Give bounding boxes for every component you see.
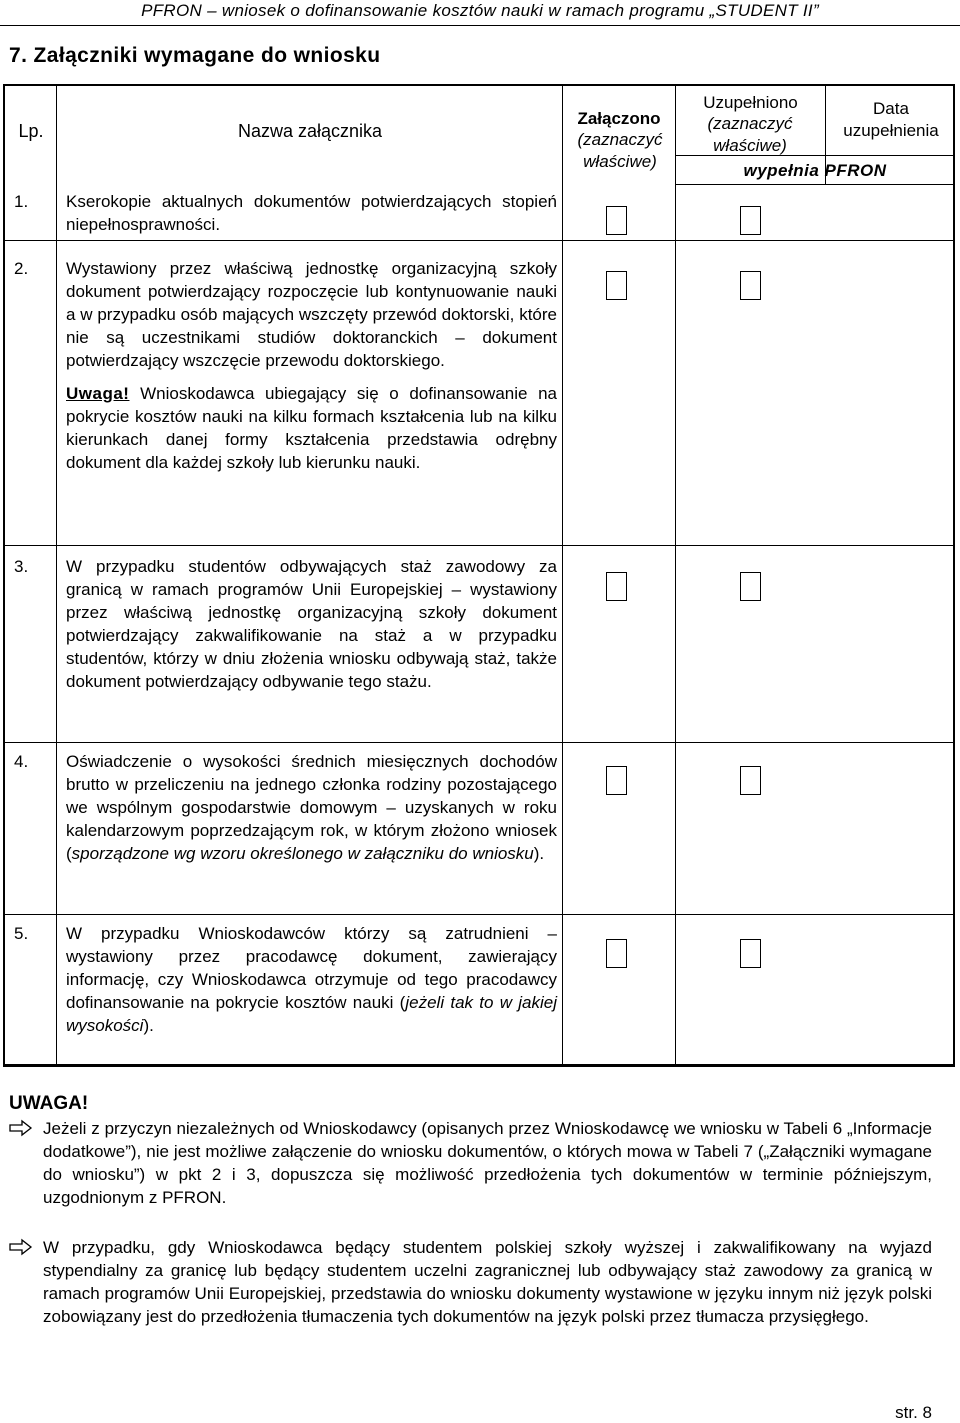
header-attached-note: (zaznaczyć właściwe) bbox=[577, 130, 663, 171]
pfron-note: wypełnia PFRON bbox=[743, 161, 887, 180]
row-3-text: W przypadku studentów odbywających staż zawodowy za granicą w ramach programów Unii Europejskiej – wystawiony przez właściwą jednostkę organizacyjną szkoły dokument potwierdzający zakwalifikowanie na staż a w przypadku studentów, którzy w dniu złożenia wniosku odbywają staż, także dokument potwierdzający odbywanie tego stażu. bbox=[66, 557, 557, 691]
row-divider-3 bbox=[3, 742, 955, 743]
row-3-lp: 3. bbox=[14, 557, 29, 576]
row-2-attached-checkbox[interactable] bbox=[606, 271, 627, 300]
row-divider-2 bbox=[3, 545, 955, 546]
header-lp: Lp. bbox=[18, 121, 44, 141]
row-4-text: Oświadczenie o wysokości średnich miesięcznych dochodów brutto w przeliczeniu na jednego członka rodziny pozostającego we wspólnym gospodarstwie domowym – uzyskanych w roku kalendarzowym poprzedzającym rok, w którym złożono wniosek ( bbox=[66, 752, 557, 863]
header-rule bbox=[0, 25, 960, 26]
row-2-note-label: Uwaga! bbox=[66, 384, 130, 403]
header-date: Data uzupełnienia bbox=[843, 99, 939, 140]
row-4-text-italic: sporządzone wg wzoru określonego w załączniku do wniosku bbox=[71, 844, 534, 863]
row-5-supplemented-checkbox[interactable] bbox=[740, 939, 761, 968]
header-supplemented-note: (zaznaczyć właściwe) bbox=[707, 114, 793, 155]
header-supplemented: Uzupełniono bbox=[703, 93, 798, 112]
row-2-supplemented-checkbox[interactable] bbox=[740, 271, 761, 300]
row-1-text: Kserokopie aktualnych dokumentów potwierdzających stopień niepełnosprawności. bbox=[66, 192, 557, 234]
row-1-attached-checkbox[interactable] bbox=[606, 206, 627, 235]
row-5-lp: 5. bbox=[14, 924, 29, 943]
row-5-text: W przypadku Wnioskodawców którzy są zatrudnieni – wystawiony przez pracodawcę dokument, zawierający informację, czy Wnioskodawca otrzymuje od tego pracodawcy dofinansowanie na pokrycie kosztów nauki ( bbox=[66, 924, 557, 1012]
row-2-text: Wystawiony przez właściwą jednostkę organizacyjną szkoły dokument potwierdzający rozpoczęcie lub kontynuowanie nauki a w przypadku osób mających wszczęty przewód doktorski, które nie są uczestnikami studiów doktoranckich – dokument potwierdzający wszczęcie przewodu doktorskiego. bbox=[66, 259, 557, 370]
row-2-text-block bbox=[66, 257, 557, 474]
uwaga-note-1-text: Jeżeli z przyczyn niezależnych od Wnioskodawcy (opisanych przez Wnioskodawcę we wniosku w Tabeli 6 „Informacje dodatkowe”), nie jest możliwe załączenie do wniosku dokumentów, o których mowa w Tabeli 7 („Załączniki wymagane do wniosku”) w pkt 2 i 3, dopuszcza się możliwość przedłożenia tych dokumentów w terminie późniejszym, uzgodnionym z PFRON. bbox=[43, 1119, 932, 1207]
row-2-note bbox=[66, 382, 557, 474]
row-2-note-text: Wnioskodawca ubiegający się o dofinansowanie na pokrycie kosztów nauki na kilku formach kształcenia lub na kilku kierunkach danej formy kształcenia przedstawia odrębny dokument dla każdej szkoły lub kierunku nauki. bbox=[66, 384, 557, 472]
row-4-lp: 4. bbox=[14, 752, 29, 771]
page-number: str. 8 bbox=[895, 1403, 932, 1422]
row-1-supplemented-checkbox[interactable] bbox=[740, 206, 761, 235]
arrow-right-icon bbox=[9, 1119, 33, 1137]
col-divider-name bbox=[562, 84, 563, 1067]
header-attached: Załączono bbox=[577, 109, 661, 128]
pfron-bottom-divider bbox=[675, 184, 955, 185]
section-title: 7. Załączniki wymagane do wniosku bbox=[9, 44, 381, 67]
row-4-attached-checkbox[interactable] bbox=[606, 766, 627, 795]
row-divider-4 bbox=[3, 914, 955, 915]
row-5-text-end: ). bbox=[143, 1016, 154, 1035]
row-4-supplemented-checkbox[interactable] bbox=[740, 766, 761, 795]
row-2-lp: 2. bbox=[14, 259, 29, 278]
uwaga-title: UWAGA! bbox=[9, 1093, 89, 1114]
col-divider-lp bbox=[56, 84, 57, 1067]
row-4-text-end: ). bbox=[533, 844, 545, 863]
row-3-attached-checkbox[interactable] bbox=[606, 572, 627, 601]
uwaga-note-2 bbox=[9, 1236, 932, 1328]
row-1-lp: 1. bbox=[14, 192, 29, 211]
row-5-attached-checkbox[interactable] bbox=[606, 939, 627, 968]
row-divider-1 bbox=[3, 240, 955, 241]
col-divider-attached bbox=[675, 84, 676, 1067]
header-name: Nazwa załącznika bbox=[237, 121, 383, 141]
uwaga-note-2-text: W przypadku, gdy Wnioskodawca będący studentem polskiej szkoły wyższej i zakwalifikowany na wyjazd stypendialny za granicę lub będący studentem uczelni zagranicznej lub odbywający staż zawodowy za granicą w ramach programów Unii Europejskiej, przedstawia do wniosku dokumenty wystawione w języku innym niż język polski zobowiązany jest do przedłożenia tłumaczenia tych dokumentów na język polski przez tłumacza przysięgłego. bbox=[43, 1238, 932, 1326]
uwaga-note-1 bbox=[9, 1117, 932, 1209]
running-header: PFRON – wniosek o dofinansowanie kosztów nauki w ramach programu „STUDENT II” bbox=[141, 1, 819, 20]
row-4-text-block bbox=[66, 750, 557, 865]
row-5-text-block bbox=[66, 922, 557, 1037]
row-5-text-italic: jeżeli tak to w jakiej wysokości bbox=[66, 993, 557, 1035]
arrow-right-icon bbox=[9, 1238, 33, 1256]
row-3-supplemented-checkbox[interactable] bbox=[740, 572, 761, 601]
